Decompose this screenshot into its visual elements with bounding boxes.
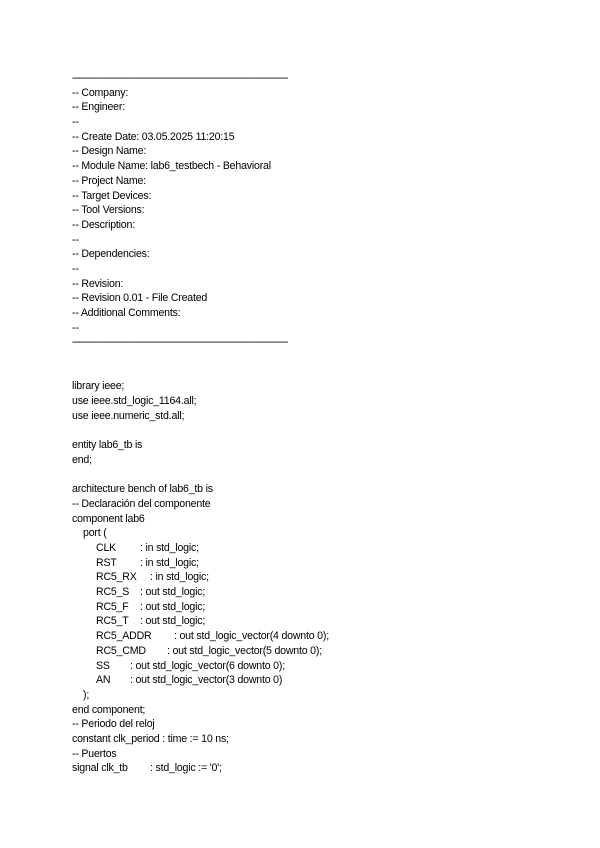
port-type: : out std_logic_vector(5 downto 0); — [167, 644, 322, 657]
header-rule-top: ---------------------------------------------------------------------------------- — [72, 72, 288, 84]
header-blank-comment: -- — [72, 116, 79, 129]
header-create-date: -- Create Date: 03.05.2025 11:20:15 — [72, 130, 235, 143]
end-component: end component; — [72, 703, 146, 716]
port-type: : out std_logic; — [140, 615, 206, 628]
port-name: SS — [96, 659, 110, 672]
port-name: RC5_CMD — [96, 644, 146, 657]
entity-declaration: entity lab6_tb is — [72, 439, 143, 452]
blank-line — [72, 350, 329, 365]
port-open: port ( — [83, 527, 107, 540]
port-line — [72, 644, 329, 659]
port-line — [72, 629, 329, 644]
entity-end: end; — [72, 453, 92, 466]
port-line — [72, 614, 329, 629]
header-engineer: -- Engineer: — [72, 101, 125, 114]
port-name: RC5_T — [96, 615, 129, 628]
header-revision-001: -- Revision 0.01 - File Created — [72, 292, 208, 305]
port-line — [72, 541, 329, 556]
port-close: ); — [83, 688, 90, 701]
header-design-name: -- Design Name: — [72, 145, 147, 158]
vhdl-code-block — [72, 71, 329, 776]
header-blank-comment: -- — [72, 262, 79, 275]
architecture-declaration: architecture bench of lab6_tb is — [72, 483, 213, 496]
signal-clk-tb — [72, 761, 329, 776]
component-declaration: component lab6 — [72, 512, 145, 525]
comment-component-declaration: -- Declaración del componente — [72, 497, 211, 510]
port-name: CLK — [96, 542, 117, 554]
port-name: RC5_ADDR — [96, 630, 152, 643]
port-type: : in std_logic; — [150, 571, 209, 584]
port-name: AN — [96, 674, 111, 687]
header-module-name: -- Module Name: lab6_testbech - Behavioral — [72, 160, 271, 173]
library-statement: library ieee; — [72, 380, 125, 393]
header-company: -- Company: — [72, 86, 129, 99]
header-target-devices: -- Target Devices: — [72, 189, 152, 202]
blank-line — [72, 424, 329, 439]
port-line — [72, 673, 329, 688]
port-name: RC5_RX — [96, 571, 137, 584]
port-line — [72, 600, 329, 615]
signal-type: : std_logic := '0'; — [150, 762, 222, 775]
port-line — [72, 659, 329, 674]
clock-period-constant: constant clk_period : time := 10 ns; — [72, 732, 229, 745]
header-blank-comment: -- — [72, 321, 79, 334]
header-revision: -- Revision: — [72, 277, 124, 290]
comment-ports: -- Puertos — [72, 747, 117, 760]
header-description: -- Description: — [72, 218, 135, 231]
header-blank-comment: -- — [72, 233, 79, 246]
port-name: RST — [96, 556, 117, 569]
port-type: : in std_logic; — [140, 556, 199, 569]
port-type: : out std_logic_vector(4 downto 0); — [174, 630, 329, 643]
port-type: : in std_logic; — [140, 542, 199, 554]
port-type: : out std_logic_vector(3 downto 0) — [130, 674, 283, 687]
header-dependencies: -- Dependencies: — [72, 248, 150, 261]
blank-line — [72, 365, 329, 380]
port-type: : out std_logic_vector(6 downto 0); — [130, 659, 285, 672]
header-tool-versions: -- Tool Versions: — [72, 204, 145, 217]
header-additional-comments: -- Additional Comments: — [72, 307, 181, 319]
header-rule-bottom: ---------------------------------------------------------------------------------- — [72, 336, 288, 349]
use-std-logic: use ieee.std_logic_1164.all; — [72, 395, 197, 408]
signal-name: signal clk_tb — [72, 762, 128, 775]
comment-clock-period: -- Periodo del reloj — [72, 718, 155, 731]
port-line — [72, 556, 329, 571]
header-project-name: -- Project Name: — [72, 174, 146, 187]
port-name: RC5_S — [96, 586, 130, 599]
port-line — [72, 585, 329, 600]
blank-line — [72, 468, 329, 483]
port-name: RC5_F — [96, 600, 129, 613]
use-numeric-std: use ieee.numeric_std.all; — [72, 409, 185, 422]
port-type: : out std_logic; — [140, 600, 206, 613]
port-type: : out std_logic; — [140, 586, 206, 599]
port-line — [72, 570, 329, 585]
